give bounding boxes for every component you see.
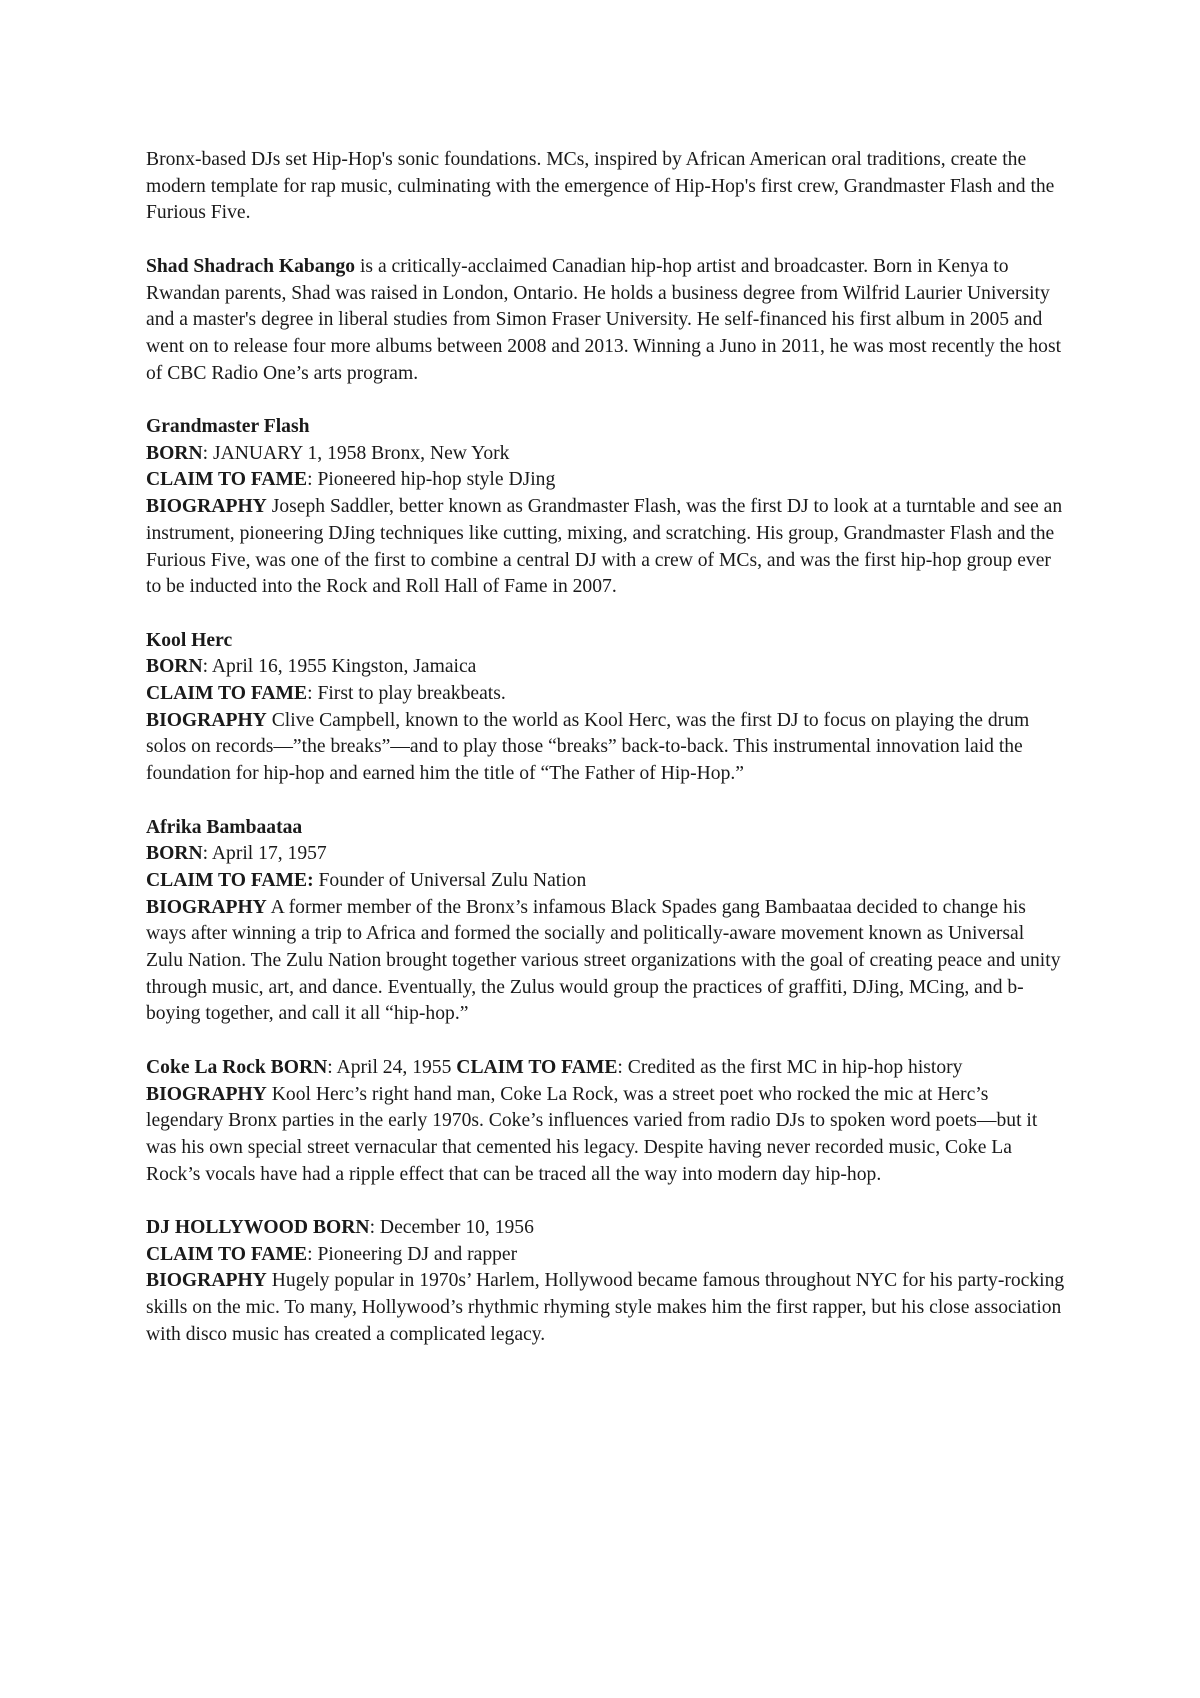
coke-born: : April 24, 1955 (327, 1056, 452, 1078)
hollywood-born: : December 10, 1956 (369, 1217, 534, 1239)
afrika-claim-label: CLAIM TO FAME: (146, 869, 314, 891)
afrika-born: : April 17, 1957 (202, 843, 327, 865)
herc-born: : April 16, 1955 Kingston, Jamaica (202, 656, 477, 678)
coke-born-label: BORN (270, 1056, 328, 1078)
herc-claim: : First to play breakbeats. (307, 683, 506, 705)
coke-name: Coke La Rock (146, 1056, 266, 1078)
hollywood-born-label: BORN (312, 1217, 370, 1239)
afrika-born-label: BORN (146, 843, 203, 865)
hollywood-entry (146, 1215, 1066, 1349)
flash-born: : JANUARY 1, 1958 Bronx, New York (202, 442, 510, 464)
hollywood-bio-label: BIOGRAPHY (146, 1270, 267, 1292)
intro-paragraph (146, 147, 1066, 227)
afrika-bio-label: BIOGRAPHY (146, 896, 267, 918)
hollywood-name: DJ HOLLYWOOD (146, 1217, 309, 1239)
afrika-claim: Founder of Universal Zulu Nation (313, 869, 587, 891)
herc-name: Kool Herc (146, 629, 233, 651)
coke-bio: Kool Herc’s right hand man, Coke La Rock, was a street poet who rocked the mic at Herc’s legendary Bronx parties in the early 1970s. Coke’s influences varied from radio DJs to spoken word poets—but it was his own special street vernacular that cemented his legacy. Despite having never recorded music, Coke La Rock’s vocals have had a ripple effect that can be traced all the way into modern day hip-hop. (146, 1083, 1038, 1185)
afrika-name: Afrika Bambaataa (146, 816, 303, 838)
flash-name: Grandmaster Flash (146, 416, 310, 437)
document-body (146, 147, 1066, 1375)
hollywood-claim-label: CLAIM TO FAME (146, 1243, 308, 1265)
herc-bio-label: BIOGRAPHY (146, 709, 267, 731)
shad-paragraph (146, 254, 1066, 388)
flash-claim-label: CLAIM TO FAME (146, 469, 308, 491)
herc-bio: Clive Campbell, known to the world as Kool Herc, was the first DJ to focus on playing the drum solos on records—”the breaks”—and to play those “breaks” back-to-back. This instrumental innovation laid the foundation for hip-hop and earned him the title of “The Father of Hip-Hop.” (146, 709, 1030, 785)
coke-entry (146, 1055, 1066, 1189)
coke-bio-label: BIOGRAPHY (146, 1083, 267, 1105)
herc-claim-label: CLAIM TO FAME (146, 683, 308, 705)
coke-claim: : Credited as the first MC in hip-hop history (617, 1056, 963, 1078)
shad-name: Shad Shadrach Kabango (146, 255, 356, 277)
flash-bio: Joseph Saddler, better known as Grandmaster Flash, was the first DJ to look at a turntable and see an instrument, pioneering DJing techniques like cutting, mixing, and scratching. His group, Grandmaster Flash and the Furious Five, was one of the first to combine a central DJ with a crew of MCs, and was the first hip-hop group ever to be inducted into the Rock and Roll Hall of Fame in 2007. (146, 496, 1063, 598)
coke-claim-label: CLAIM TO FAME (456, 1056, 618, 1078)
flash-bio-label: BIOGRAPHY (146, 496, 267, 518)
shad-text: is a critically-acclaimed Canadian hip-hop artist and broadcaster. Born in Kenya to Rwandan parents, Shad was raised in London, Ontario. He holds a business degree from Wilfrid Laurier University and a master's degree in liberal studies from Simon Fraser University. He self-financed his first album in 2005 and went on to release four more albums between 2008 and 2013. Winning a Juno in 2011, he was most recently the host of CBC Radio One’s arts program. (146, 255, 1062, 384)
herc-entry (146, 628, 1066, 788)
hollywood-bio: Hugely popular in 1970s’ Harlem, Hollywood became famous throughout NYC for his party-rocking skills on the mic. To many, Hollywood’s rhythmic rhyming style makes him the first rapper, but his close association with disco music has created a complicated legacy. (146, 1270, 1065, 1345)
flash-entry (146, 414, 1066, 601)
flash-claim: : Pioneered hip-hop style DJing (307, 469, 556, 491)
hollywood-claim: : Pioneering DJ and rapper (307, 1243, 518, 1265)
intro-text: Bronx-based DJs set Hip-Hop's sonic foundations. MCs, inspired by African American oral traditions, create the modern template for rap music, culminating with the emergence of Hip-Hop's first crew, Grandmaster Flash and the Furious Five. (146, 149, 1055, 224)
afrika-entry (146, 815, 1066, 1029)
afrika-bio: A former member of the Bronx’s infamous Black Spades gang Bambaataa decided to change his ways after winning a trip to Africa and formed the socially and politically-aware movement known as Universal Zulu Nation. The Zulu Nation brought together various street organizations with the goal of creating peace and unity through music, art, and dance. Eventually, the Zulus would group the practices of graffiti, DJing, MCing, and b-boying together, and call it all “hip-hop.” (146, 896, 1061, 1025)
flash-born-label: BORN (146, 442, 203, 464)
herc-born-label: BORN (146, 656, 203, 678)
